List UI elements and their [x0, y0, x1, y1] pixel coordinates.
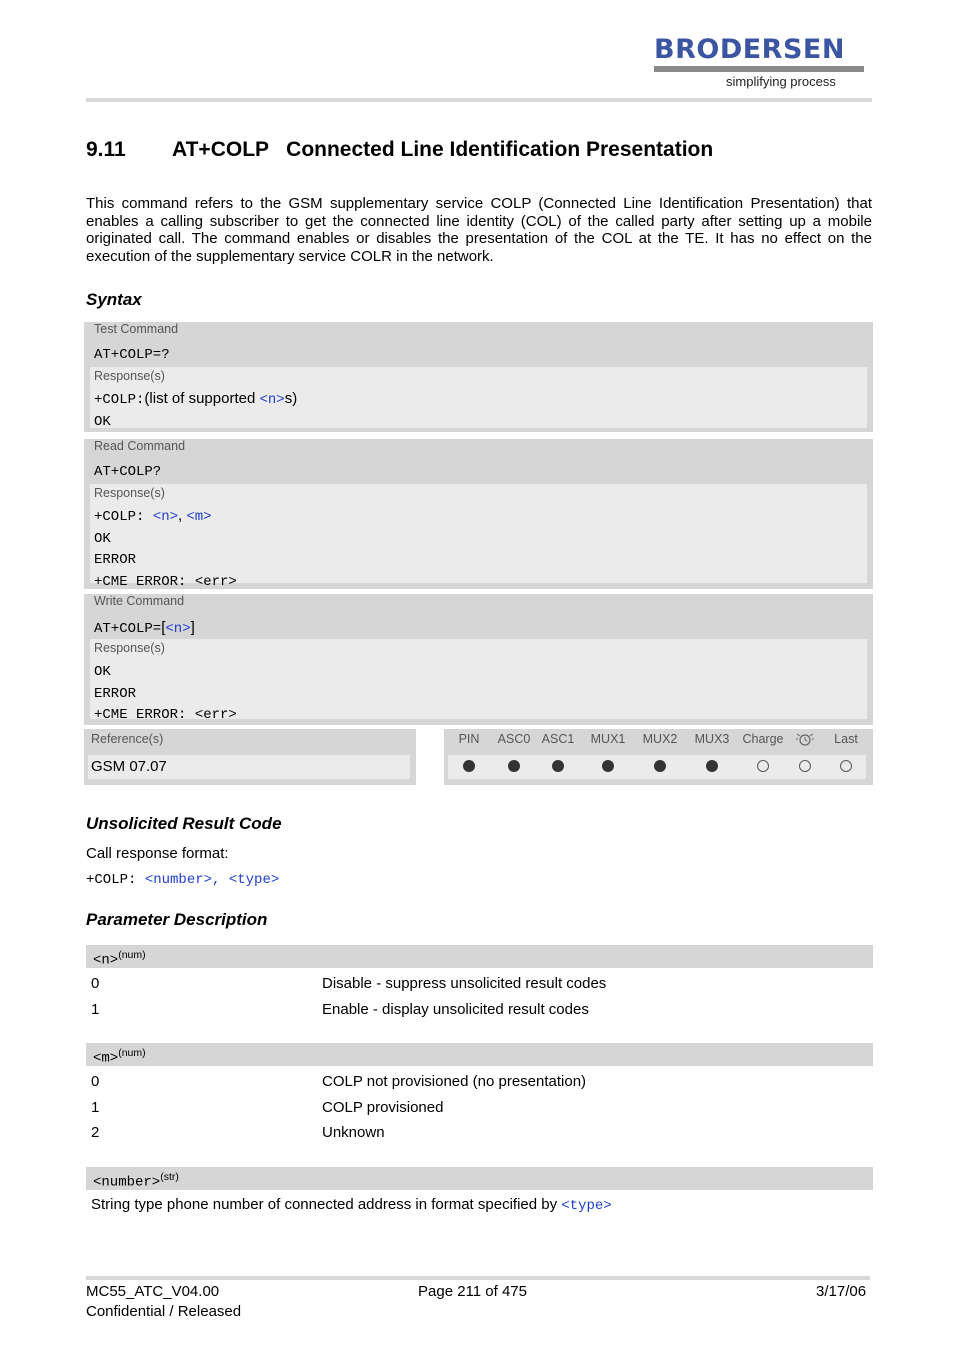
param-link-number[interactable]: <number> — [144, 872, 213, 888]
write-optional-open: [ — [161, 619, 166, 636]
section-title — [86, 138, 713, 162]
read-response-prefix: +COLP: — [94, 509, 153, 525]
test-command-text: AT+COLP=? — [94, 347, 170, 363]
support-dot-mux1 — [602, 760, 614, 772]
write-response-line: ERROR — [94, 685, 137, 702]
test-command-box — [84, 322, 873, 432]
param-number-desc — [91, 1196, 612, 1214]
test-response-text2: s) — [284, 390, 298, 407]
param-n-header — [86, 945, 873, 968]
footer-divider — [86, 1276, 870, 1280]
col-mux3: MUX3 — [694, 732, 730, 746]
urc-sep: , — [212, 872, 229, 888]
intro-paragraph: This command refers to the GSM supplementary service COLP (Connected Line Identification Presentation) that enables a calling subscriber to get the connected line identity (COL) of the called party after setting up a mobile originated call. The command enables or disables the presentation of the COL at the TE. It has no effect on the execution of the supplementary service COLR in the network. — [86, 195, 872, 265]
read-response-text — [94, 506, 237, 592]
footer-doc-id: MC55_ATC_V04.00 — [86, 1283, 220, 1300]
urc-heading: Unsolicited Result Code — [86, 814, 282, 833]
col-charge: Charge — [742, 732, 784, 746]
param-n-desc: Enable - display unsolicited result codes — [322, 1001, 589, 1018]
param-m-value: 1 — [91, 1099, 100, 1116]
param-heading: Parameter Description — [86, 910, 268, 929]
test-response-text — [94, 389, 297, 432]
param-link-m[interactable]: <m> — [186, 509, 212, 525]
col-asc1: ASC1 — [541, 732, 575, 746]
support-dot-charge — [757, 760, 769, 772]
read-response-box — [90, 484, 867, 590]
read-command-text: AT+COLP? — [94, 464, 162, 480]
section-title-text: AT+COLP Connected Line Identification Presentation — [172, 138, 714, 161]
param-m-type: (num) — [118, 1047, 146, 1059]
logo-tagline: simplifying process — [726, 74, 836, 89]
write-response-box — [90, 639, 867, 723]
support-dot-mux2 — [654, 760, 666, 772]
syntax-heading: Syntax — [86, 290, 142, 309]
test-response-label: Response(s) — [94, 369, 165, 383]
test-response-text1: (list of supported — [144, 390, 260, 407]
support-dot-mux3 — [706, 760, 718, 772]
read-response-line: ERROR — [94, 552, 137, 568]
col-last: Last — [834, 732, 858, 746]
write-response-label: Response(s) — [94, 641, 165, 655]
col-mux2: MUX2 — [642, 732, 678, 746]
col-pin: PIN — [458, 732, 480, 746]
param-m-label: <m> — [93, 1050, 119, 1067]
param-m-name — [93, 1047, 146, 1067]
param-n-name — [93, 949, 146, 969]
param-number-label: <number> — [93, 1174, 161, 1191]
param-link-n[interactable]: <n> — [165, 621, 191, 637]
reference-label: Reference(s) — [91, 732, 164, 746]
footer-page: Page 211 of 475 — [418, 1283, 527, 1300]
param-n-desc: Disable - suppress unsolicited result codes — [322, 975, 607, 992]
write-response-line: OK — [94, 664, 111, 680]
test-command-label: Test Command — [94, 322, 179, 336]
col-mux1: MUX1 — [590, 732, 626, 746]
company-logo: BRODERSEN — [654, 34, 845, 65]
param-number-desc-text: String type phone number of connected address in format specified by — [91, 1196, 562, 1213]
logo-underline — [654, 66, 864, 72]
read-command-box — [84, 439, 873, 589]
col-asc0: ASC0 — [497, 732, 531, 746]
urc-format — [86, 872, 279, 888]
write-command-name: AT+COLP= — [94, 621, 162, 637]
write-response-line: +CME ERROR: <err> — [94, 707, 237, 723]
param-m-desc: COLP not provisioned (no presentation) — [322, 1073, 587, 1090]
param-link-type[interactable]: <type> — [228, 872, 280, 888]
param-m-desc: COLP provisioned — [322, 1099, 444, 1116]
param-n-label: <n> — [93, 952, 119, 969]
write-optional-close: ] — [190, 619, 195, 636]
param-number-header — [86, 1167, 873, 1190]
urc-prefix: +COLP: — [86, 872, 145, 888]
read-response-label: Response(s) — [94, 486, 165, 500]
support-grid — [444, 729, 873, 785]
test-response-box — [90, 367, 867, 428]
write-command-text — [94, 619, 195, 637]
urc-text: Call response format: — [86, 845, 229, 862]
param-n-type: (num) — [118, 949, 146, 961]
reference-value: GSM 07.07 — [91, 758, 167, 775]
param-m-value: 2 — [91, 1124, 100, 1141]
param-number-name — [93, 1171, 179, 1191]
write-command-label: Write Command — [94, 594, 185, 608]
test-response-ok: OK — [94, 413, 111, 430]
reference-value-box — [88, 755, 410, 779]
read-response-line: +CME ERROR: <err> — [94, 573, 237, 590]
param-m-value: 0 — [91, 1073, 100, 1090]
read-command-label: Read Command — [94, 439, 186, 453]
header-divider — [86, 98, 872, 102]
support-dot-pin — [463, 760, 475, 772]
section-number: 9.11 — [86, 138, 126, 161]
support-dot-asc0 — [508, 760, 520, 772]
read-response-line: OK — [94, 530, 111, 547]
param-n-value: 0 — [91, 975, 100, 992]
support-dot-asc1 — [552, 760, 564, 772]
param-link-n[interactable]: <n> — [152, 509, 179, 525]
footer-date: 3/17/06 — [816, 1283, 867, 1300]
write-response-text — [94, 661, 237, 726]
param-link-n[interactable]: <n> — [259, 392, 285, 408]
param-m-desc: Unknown — [322, 1124, 385, 1141]
footer-status: Confidential / Released — [86, 1303, 242, 1320]
support-dot-alarm — [799, 760, 811, 772]
param-m-header — [86, 1043, 873, 1066]
reference-box — [84, 729, 416, 785]
param-n-value: 1 — [91, 1001, 100, 1018]
write-command-box — [84, 594, 873, 725]
test-response-prefix: +COLP: — [94, 392, 145, 408]
read-response-sep: , — [178, 507, 187, 524]
param-number-type: (str) — [160, 1171, 179, 1183]
support-dot-last — [840, 760, 852, 772]
alarm-clock-icon — [795, 731, 815, 750]
param-link-type[interactable]: <type> — [561, 1198, 612, 1214]
